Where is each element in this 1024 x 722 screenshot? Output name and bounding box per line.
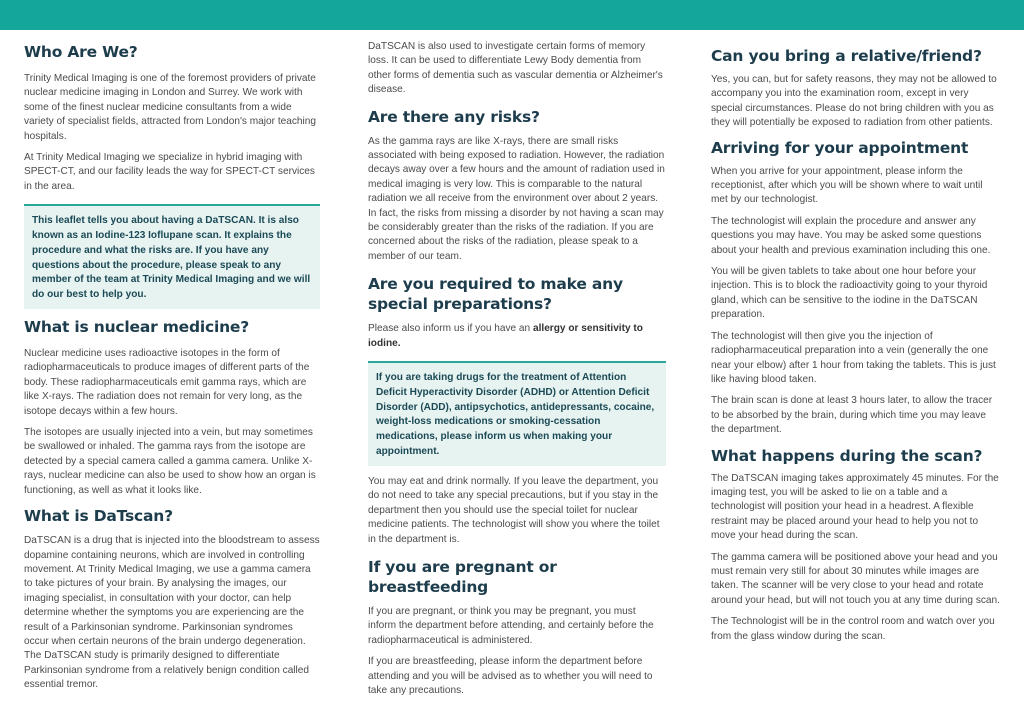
- preparations-heading-line-1: Are you required to make any: [368, 275, 623, 294]
- what-is-datscan-heading: What is DaTscan?: [24, 507, 173, 526]
- arriving-paragraph-5: The brain scan is done at least 3 hours later, to allow the tracer to be absorbed by the brain, during which time you may leave the department.: [711, 395, 993, 436]
- arriving-paragraph-2: The technologist will explain the procedure and answer any questions you may have. You may be asked some questions about your health and previous examination including this one.: [711, 215, 991, 256]
- pregnant-heading: If you are pregnant or breastfeeding: [368, 557, 557, 596]
- relative-friend-paragraph: Yes, you can, but for safety reasons, they may not be allowed to accompany you into the examination room, except in very special circumstances. Please do not bring children with you as they will potentially be exposed to radiation from other patients.: [711, 74, 997, 129]
- column-2: [368, 40, 666, 698]
- during-scan-paragraph-3: The Technologist will be in the control room and watch over you from the glass window during the scan.: [711, 616, 995, 642]
- medication-callout-text: If you are taking drugs for the treatment of Attention Deficit Hyperactivity Disorder (ADHD) or Attention Deficit Disorder (ADD), antipsychotics, antidepressants, cocaine, weight-loss medications or smoking-cessation medications, please inform us when making your appointment.: [376, 372, 655, 458]
- column-1: [24, 42, 320, 693]
- who-are-we-paragraph-2: At Trinity Medical Imaging we specialize in hybrid imaging with SPECT-CT, and our facility leads the way for SPECT-CT services in the area.: [24, 152, 315, 192]
- during-scan-paragraph-2: The gamma camera will be positioned above your head and you must remain very still for about 30 minutes while images are taken. The scanner will be very close to your head and rotate around your head, but will not touch you at any time during scan.: [711, 551, 1000, 606]
- medication-callout-box: [368, 361, 666, 466]
- risks-heading: Are there any risks?: [368, 107, 540, 126]
- iodine-allergy-text: Please also inform us if you have an: [368, 323, 533, 335]
- datscan-memory-paragraph: DaTSCAN is also used to investigate certain forms of memory loss. It can be used to differentiate Lewy Body dementia from other forms of dementia such as vascular dementia or Alzheimer's disease.: [368, 41, 663, 96]
- nuclear-medicine-paragraph-2: The isotopes are usually injected into a vein, but may sometimes be swallowed or inhaled. The gamma rays from the isotope are detected by a special camera called a gamma camera. Unlike X-rays, nuclear medicine can also be used to show how an organ is functioning, as well as what it looks like.: [24, 427, 316, 496]
- what-is-datscan-paragraph: DaTSCAN is a drug that is injected into the bloodstream to assess dopamine containing neurons, which are involved in controlling movement. At Trinity Medical Imaging, we use a gamma camera to take pictures of your brain. By analysing the images, our imaging specialist, in consultation with your doctor, can help determine whether the symptoms you are experiencing are the result of a Parkinsonian syndrome. Parkinsonian syndromes occur when certain neurons of the brain undergo degeneration. The DaTSCAN study is primarily designed to differentiate Parkinsonian syndrome from a relatively benign condition called essential tremor.: [24, 535, 320, 691]
- column-3: [711, 46, 1001, 644]
- iodine-allergy-paragraph: [368, 322, 666, 351]
- during-scan-paragraph-1: The DaTSCAN imaging takes approximately 45 minutes. For the imaging test, you will be asked to lie on a table and a technologist will position your head in a headrest. A flexible restraint may be placed around your head to help you not to move your head during the scan.: [711, 472, 999, 542]
- relative-friend-heading: Can you bring a relative/friend?: [711, 47, 982, 65]
- risks-paragraph: As the gamma rays are like X-rays, there are small risks associated with being exposed to radiation. However, the radiation decays away over a few hours and the amount of radiation used in medical imaging is very low. This is comparable to the natural radiation we all receive from the environment over about 2 years. In fact, the risks from missing a disorder by not having a scan may be considerably greater than the risks of the radiation. If you are concerned about the risks of the radiation, please speak to a member of our team.: [368, 135, 665, 262]
- top-banner: [0, 0, 1024, 30]
- nuclear-medicine-paragraph-1: Nuclear medicine uses radioactive isotopes in the form of radiopharmaceuticals to produce images of different parts of the body. These radiopharmaceuticals emit gamma rays, which are like X-rays. The radiation does not remain for very long, as the isotope decays within a few hours.: [24, 348, 310, 417]
- arriving-paragraph-3: You will be given tablets to take about one hour before your injection. This is to block the radioactivity going to your thyroid gland, which can be sensitive to the iodine in the DaTSCAN preparation.: [711, 266, 988, 321]
- during-scan-heading: What happens during the scan?: [711, 446, 983, 465]
- preparations-heading-line-2: special preparations?: [368, 295, 552, 314]
- who-are-we-paragraph-1: Trinity Medical Imaging is one of the foremost providers of private nuclear medicine imaging in London and Surrey. We work with some of the finest nuclear medicine consultants from a wide variety of specialist fields, attracted from London's major teaching hospitals.: [24, 73, 316, 142]
- intro-callout-text: This leaflet tells you about having a DaTSCAN. It is also known as an Iodine-123 Ioflupane scan. It explains the procedure and what the risks are. If you have any questions about the procedure, please speak to any member of the team at Trinity Medical Imaging and we will do our best to help you.: [32, 215, 311, 301]
- intro-callout-box: [24, 204, 320, 309]
- arriving-paragraph-1: When you arrive for your appointment, please inform the receptionist, after which you will be shown where to wait until met by our technologist.: [711, 165, 983, 206]
- eat-drink-paragraph: You may eat and drink normally. If you leave the department, you do not need to take any special precautions, but if you stay in the department then you should use the special toilet for nuclear medicine patients. The technologist will show you where the toilet in the department is.: [368, 475, 660, 545]
- arriving-paragraph-4: The technologist will then give you the injection of radiopharmaceutical preparation into a vein (generally the one near your elbow) after 1 hour from taking the tablets. This is just like having blood taken.: [711, 330, 996, 385]
- nuclear-medicine-heading: What is nuclear medicine?: [24, 318, 250, 337]
- breastfeeding-paragraph: If you are breastfeeding, please inform the department before attending and you will be advised as to whether you will need to take any precautions.: [368, 656, 653, 696]
- pregnant-paragraph-1: If you are pregnant, or think you may be pregnant, you must inform the department before attending, and certainly before the radiopharmaceutical is administered.: [368, 605, 654, 646]
- arriving-heading: Arriving for your appointment: [711, 138, 969, 157]
- iodine-allergy-bold-text: allergy or sensitivity to iodine.: [368, 323, 643, 349]
- who-are-we-heading: Who Are We?: [24, 43, 138, 61]
